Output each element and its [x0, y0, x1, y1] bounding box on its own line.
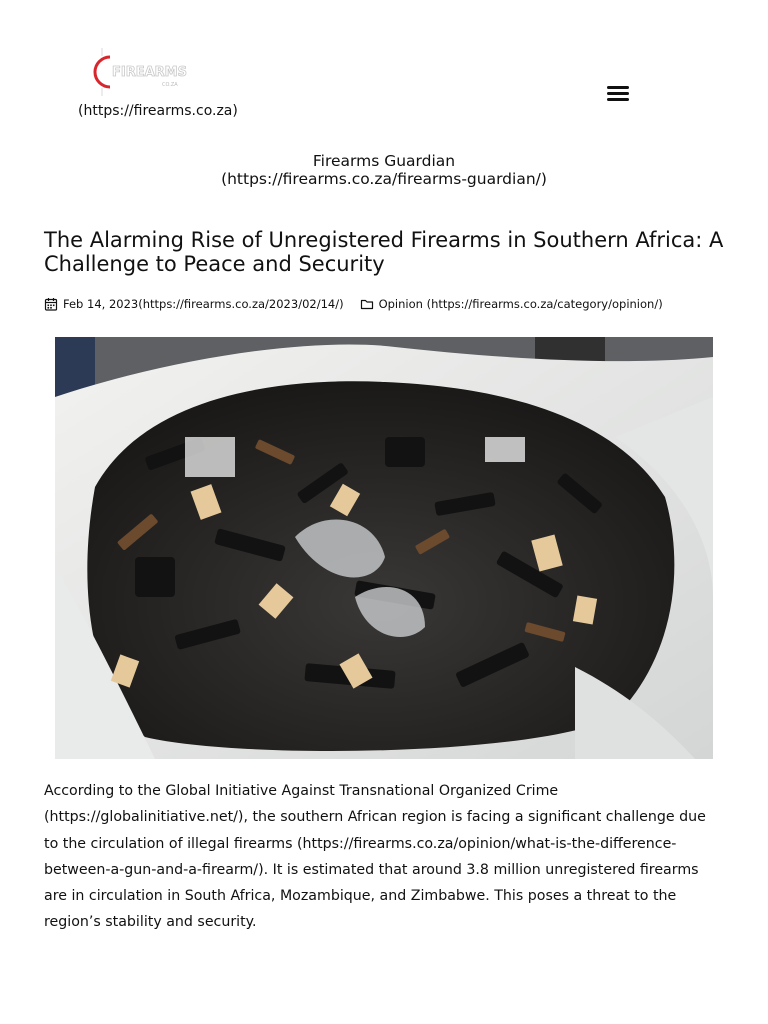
logo-text: FIREARMS	[112, 65, 187, 80]
logo-graphic	[80, 44, 190, 100]
folder-icon	[360, 297, 374, 311]
article-title: The Alarming Rise of Unregistered Firearms in Southern Africa: A Challenge to Peace and Security	[44, 228, 724, 276]
menu-bar	[607, 98, 629, 101]
article-meta	[44, 297, 663, 311]
site-logo[interactable]	[80, 44, 190, 100]
article-date[interactable]: Feb 14, 2023(https://firearms.co.za/2023/02/14/)	[63, 297, 344, 311]
article-body: According to the Global Initiative Against Transnational Organized Crime (https://globalinitiative.net/), the southern African region is facing a significant challenge due to the circulation of illegal firearms (https://firearms.co.za/opinion/what-is-the-difference-between-a-gun-and-a-firearm/). It is estimated that around 3.8 million unregistered firearms are in circulation in South Africa, Mozambique, and Zimbabwe. This poses a threat to the region’s stability and security.	[44, 783, 706, 931]
article-hero-image	[55, 337, 713, 759]
calendar-icon	[44, 297, 58, 311]
logo-subtext: CO.ZA	[162, 82, 178, 88]
article-category[interactable]: Opinion (https://firearms.co.za/category/opinion/)	[378, 297, 663, 311]
site-name-block[interactable]	[0, 152, 768, 188]
logo-link[interactable]: (https://firearms.co.za)	[78, 103, 238, 119]
menu-bar	[607, 92, 629, 95]
menu-bar	[607, 86, 629, 89]
seized-firearms-photo	[55, 337, 713, 759]
site-name[interactable]: Firearms Guardian	[312, 152, 456, 170]
site-url[interactable]: (https://firearms.co.za/firearms-guardian/)	[221, 170, 547, 188]
hamburger-icon[interactable]	[607, 84, 633, 106]
